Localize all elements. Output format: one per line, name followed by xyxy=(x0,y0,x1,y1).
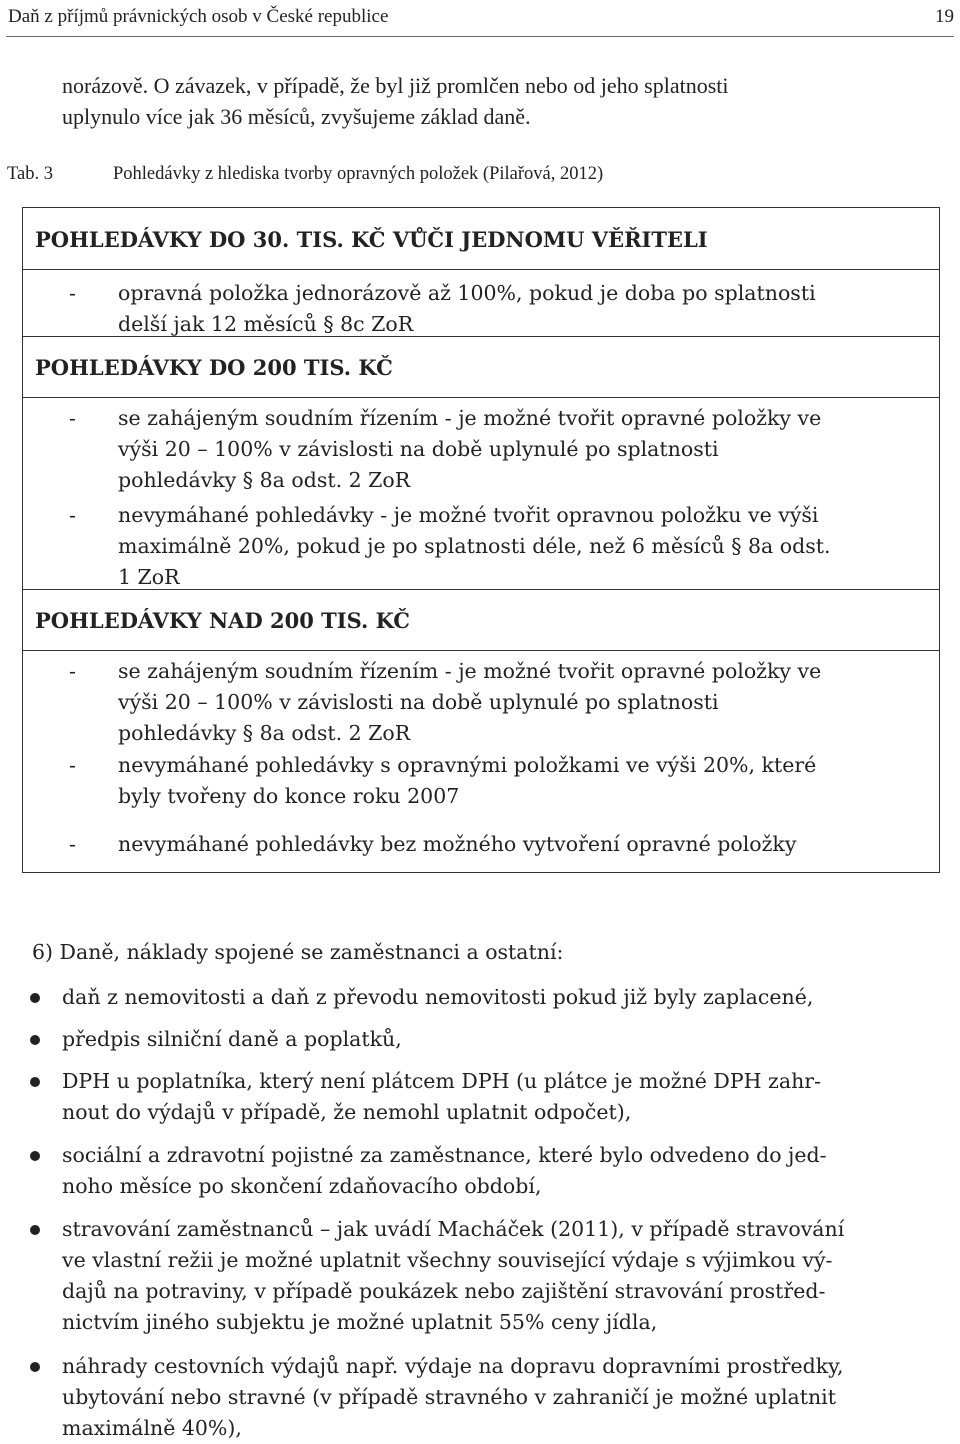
list-line: náhrady cestovních výdajů např. výdaje na dopravu dopravními prostředky, xyxy=(62,1354,844,1378)
item-dash: - xyxy=(69,281,76,305)
item-line: výši 20 – 100% v závislosti na době uplynulé po splatnosti xyxy=(118,690,719,714)
table-caption xyxy=(7,164,947,185)
item-line: delší jak 12 měsíců § 8c ZoR xyxy=(118,312,414,336)
page-number: 19 xyxy=(935,6,954,27)
bullet-icon xyxy=(30,1035,40,1045)
bullet-icon xyxy=(30,1077,40,1087)
item-line: maximálně 20%, pokud je po splatnosti déle, než 6 měsíců § 8a odst. xyxy=(118,534,831,558)
list-line: noho měsíce po skončení zdaňovacího období, xyxy=(62,1174,542,1198)
section-heading: POHLEDÁVKY DO 30. TIS. KČ VŮČI JEDNOMU VĚŘITELI xyxy=(23,208,939,270)
item-line: se zahájeným soudním řízením - je možné tvořit opravné položky ve xyxy=(118,659,822,683)
item-line: nevymáhané pohledávky - je možné tvořit opravnou položku ve výši xyxy=(118,503,819,527)
list-line: ubytování nebo stravné (v případě stravného v zahraničí je možné uplatnit xyxy=(62,1385,836,1409)
list-line: daň z nemovitosti a daň z převodu nemovitosti pokud již byly zaplacené, xyxy=(62,985,814,1009)
list-line: ve vlastní režii je možné uplatnit všechny související výdaje s výjimkou vý- xyxy=(62,1248,833,1272)
bullet-icon xyxy=(30,1151,40,1161)
item-line: pohledávky § 8a odst. 2 ZoR xyxy=(118,721,411,745)
list-line: dajů na potraviny, v případě poukázek nebo zajištění stravování prostřed- xyxy=(62,1279,826,1303)
item-line: nevymáhané pohledávky s opravnými položkami ve výši 20%, které xyxy=(118,753,817,777)
item-dash: - xyxy=(69,832,76,856)
bullet-icon xyxy=(30,1225,40,1235)
list-line: sociální a zdravotní pojistné za zaměstnance, které bylo odvedeno do jed- xyxy=(62,1143,827,1167)
list-line: předpis silniční daně a poplatků, xyxy=(62,1027,402,1051)
item-line: opravná položka jednorázově až 100%, pokud je doba po splatnosti xyxy=(118,281,816,305)
item-dash: - xyxy=(69,659,76,683)
item-line: nevymáhané pohledávky bez možného vytvoření opravné položky xyxy=(118,832,797,856)
bullet-icon xyxy=(30,1362,40,1372)
intro-paragraph xyxy=(62,70,952,132)
item-dash: - xyxy=(69,406,76,430)
list-line: nictvím jiného subjektu je možné uplatnit 55% ceny jídla, xyxy=(62,1310,658,1334)
list-line: maximálně 40%), xyxy=(62,1416,242,1440)
intro-line: uplynulo více jak 36 měsíců, zvyšujeme základ daně. xyxy=(62,104,531,129)
header-title: Daň z příjmů právnických osob v České republice xyxy=(8,6,389,27)
item-line: se zahájeným soudním řízením - je možné tvořit opravné položky ve xyxy=(118,406,822,430)
list-line: DPH u poplatníka, který není plátcem DPH (u plátce je možné DPH zahr- xyxy=(62,1069,822,1093)
intro-line: norázově. O závazek, v případě, že byl již promlčen nebo od jeho splatnosti xyxy=(62,73,729,98)
list-line: stravování zaměstnanců – jak uvádí Macháček (2011), v případě stravování xyxy=(62,1217,845,1241)
caption-text: Pohledávky z hlediska tvorby opravných položek (Pilařová, 2012) xyxy=(113,164,604,184)
receivables-table xyxy=(22,207,940,873)
section-heading: POHLEDÁVKY DO 200 TIS. KČ xyxy=(23,336,939,398)
item-dash: - xyxy=(69,753,76,777)
caption-label: Tab. 3 xyxy=(7,164,53,184)
item-line: výši 20 – 100% v závislosti na době uplynulé po splatnosti xyxy=(118,437,719,461)
bullet-icon xyxy=(30,993,40,1003)
section-6-heading: 6) Daně, náklady spojené se zaměstnanci a ostatní: xyxy=(32,940,564,964)
item-line: pohledávky § 8a odst. 2 ZoR xyxy=(118,468,411,492)
section-heading: POHLEDÁVKY NAD 200 TIS. KČ xyxy=(23,589,939,651)
page-header xyxy=(6,4,954,37)
item-line: 1 ZoR xyxy=(118,565,180,589)
item-line: byly tvořeny do konce roku 2007 xyxy=(118,784,460,808)
list-line: nout do výdajů v případě, že nemohl uplatnit odpočet), xyxy=(62,1100,632,1124)
item-dash: - xyxy=(69,503,76,527)
